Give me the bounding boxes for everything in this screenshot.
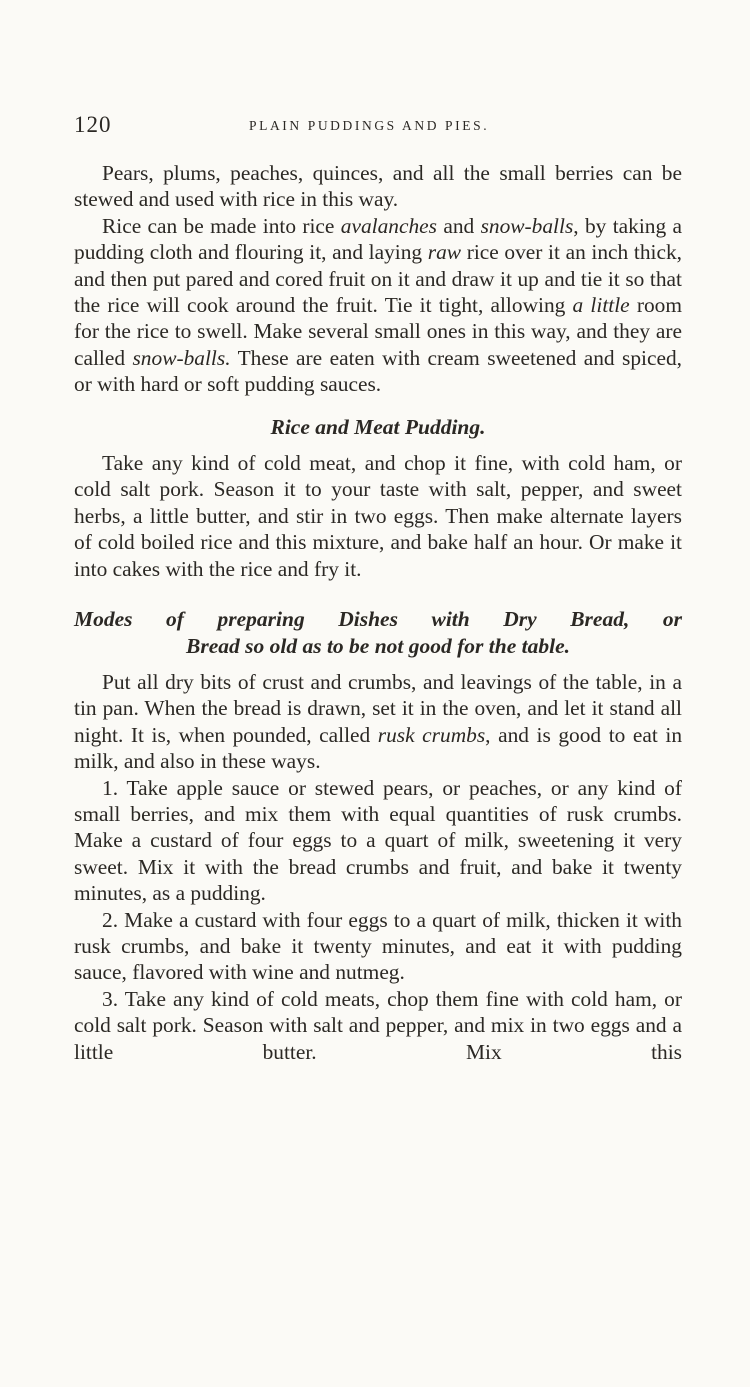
italic-raw: raw: [427, 240, 462, 265]
paragraph-pears: Pears, plums, peaches, quinces, and all the small berries can be stewed and used with rice in this way.: [74, 161, 682, 212]
paragraph-rusk-crumbs: [74, 669, 682, 775]
text-run: , by taking a pudding cloth and flouring it, and laying: [74, 213, 682, 265]
text-run: , and is good to eat in milk, and also in these ways.: [74, 722, 683, 774]
italic-snow-balls-2: snow-balls.: [132, 345, 231, 370]
italic-a-little: a little: [572, 293, 630, 318]
heading-dry-bread-line1: Modes of preparing Dishes with Dry Bread, or: [74, 607, 682, 632]
italic-avalanches: avalanches: [340, 213, 437, 238]
italic-snow-balls: snow-balls: [480, 213, 574, 238]
heading-dry-bread-line2: Bread so old as to be not good for the table.: [185, 633, 571, 658]
list-item-3: 3. Take any kind of cold meats, chop them fine with cold ham, or cold salt pork. Season with salt and pepper, and mix in two eggs and a little butter. Mix this: [74, 986, 682, 1064]
text-run: room for the rice to swell. Make several small ones in this way, and they are called: [74, 293, 683, 370]
heading-rice-and-meat-pudding: Rice and Meat Pudding.: [270, 414, 486, 439]
text-run: and: [437, 213, 481, 238]
list-item-1: 1. Take apple sauce or stewed pears, or peaches, or any kind of small berries, and mix them with equal quantities of rusk crumbs. Make a custard of four eggs to a quart of milk, sweetening it very sweet. Mix it with the bread crumbs and fruit, and bake it twenty minutes, as a pudding.: [74, 775, 682, 906]
text-run: rice over it an inch thick, and then put pared and cored fruit on it and draw it up and tie it so that the rice will cook around the fruit. Tie it tight, allowing: [74, 240, 682, 318]
page-body: [74, 160, 682, 1065]
paragraph-rice-snowballs: [74, 213, 682, 398]
heading-dry-bread: [74, 606, 682, 659]
italic-rusk-crumbs: rusk crumbs: [377, 722, 486, 747]
page-number: 120: [74, 112, 112, 137]
running-head: PLAIN PUDDINGS AND PIES.: [249, 118, 490, 133]
text-run: These are eaten with cream sweetened and spiced, or with hard or soft pudding sauces.: [74, 345, 682, 397]
text-run: Put all dry bits of crust and crumbs, and leavings of the table, in a tin pan. When the bread is drawn, set it in the oven, and let it stand all night. It is, when pounded, called: [74, 669, 682, 747]
list-item-2: 2. Make a custard with four eggs to a quart of milk, thicken it with rusk crumbs, and bake it twenty minutes, and eat it with pudding sauce, flavored with wine and nutmeg.: [74, 907, 682, 985]
paragraph-rice-meat: Take any kind of cold meat, and chop it fine, with cold ham, or cold salt pork. Season it to your taste with salt, pepper, and sweet herbs, a little butter, and stir in two eggs. Then make alternate layers of cold boiled rice and this mixture, and bake half an hour. Or make it into cakes with the rice and fry it.: [74, 451, 682, 581]
text-run: Rice can be made into rice: [102, 213, 341, 238]
page-header: [74, 112, 684, 142]
